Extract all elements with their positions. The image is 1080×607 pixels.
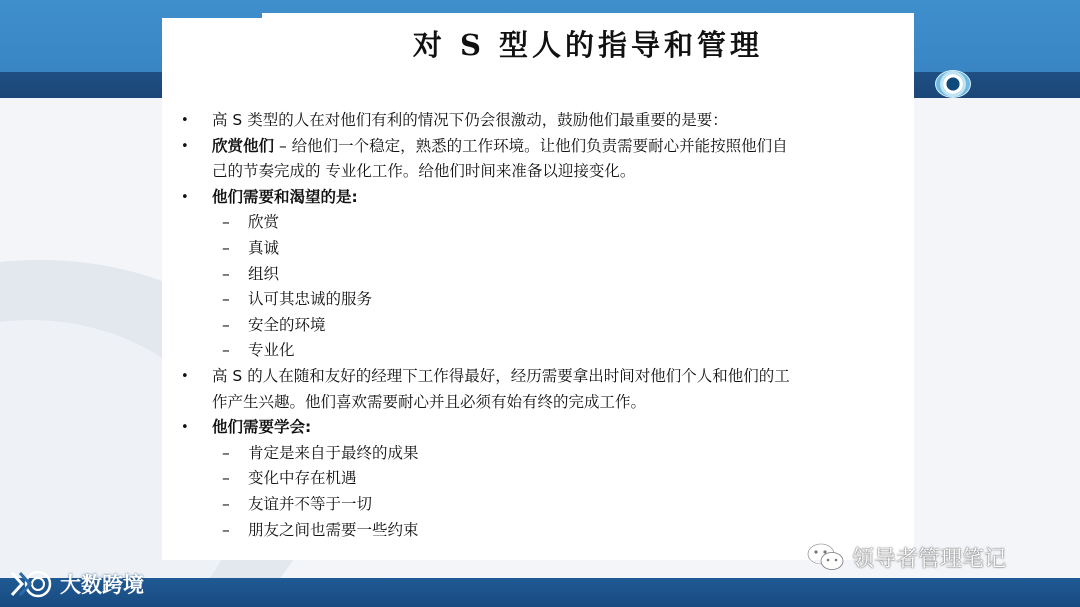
- sub-item-text: 变化中存在机遇: [248, 469, 357, 488]
- sub-item: [162, 313, 914, 339]
- bullet-item: [162, 108, 914, 134]
- slide-title: 对 S 型人的指导和管理: [412, 27, 764, 62]
- sub-item-text: 友谊并不等于一切: [248, 494, 373, 513]
- sub-item: [162, 492, 914, 518]
- dash-marker: –: [222, 443, 230, 462]
- wechat-icon: [806, 542, 846, 572]
- sub-item: [162, 441, 914, 467]
- sub-item: [162, 262, 914, 288]
- dash-marker: –: [222, 469, 230, 488]
- corner-logo-icon: [935, 70, 971, 98]
- bullet-item: [162, 134, 914, 160]
- bullet-continuation: [162, 390, 914, 416]
- bullet-text: 高 S 的人在随和友好的经理下工作得最好，经历需要拿出时间对他们个人和他们的工: [212, 366, 790, 385]
- bullet-marker: •: [181, 420, 189, 436]
- sub-item: [162, 518, 914, 544]
- dash-marker: –: [222, 213, 230, 232]
- watermark-text: 领导者管理笔记: [852, 546, 1007, 572]
- bullet-bold-text: 欣赏他们: [212, 136, 275, 155]
- sub-item: [162, 466, 914, 492]
- bullet-item: [162, 185, 914, 211]
- dash-marker: –: [222, 264, 230, 283]
- sub-item-text: 朋友之间也需要一些约束: [248, 520, 419, 539]
- sub-item-text: 肯定是来自于最终的成果: [248, 443, 419, 462]
- content-list: [162, 108, 914, 543]
- sub-item-text: 专业化: [248, 341, 295, 360]
- brand: [8, 566, 144, 602]
- bullet-marker: •: [181, 138, 189, 154]
- bullet-continuation: [162, 159, 914, 185]
- dash-marker: –: [222, 315, 230, 334]
- sub-item: [162, 236, 914, 262]
- content-panel: [162, 18, 914, 560]
- dash-marker: –: [222, 238, 230, 257]
- title-box: [262, 13, 914, 73]
- bullet-marker: •: [181, 189, 189, 205]
- bullet-item: [162, 415, 914, 441]
- bullet-text: 高 S 类型的人在对他们有利的情况下仍会很激动，鼓励他们最重要的是要：: [212, 111, 728, 129]
- sub-item: [162, 287, 914, 313]
- dash-marker: –: [222, 494, 230, 513]
- sub-item: [162, 210, 914, 236]
- sub-item-text: 真诚: [248, 238, 280, 257]
- bullet-item: [162, 364, 914, 390]
- bullet-text: – 给他们一个稳定，熟悉的工作环境。让他们负责需要耐心并能按照他们自: [274, 136, 788, 155]
- bullet-bold-text: 他们需要学会:: [212, 418, 312, 437]
- brand-logo-icon: [8, 569, 54, 599]
- bottom-band: [0, 578, 1080, 607]
- bullet-marker: •: [181, 368, 189, 384]
- bullet-marker: •: [181, 113, 189, 128]
- continuation-text: 己的节奏完成的 专业化工作。给他们时间来准备以迎接变化。: [212, 162, 636, 181]
- dash-marker: –: [222, 520, 230, 539]
- bullet-bold-text: 他们需要和渴望的是:: [212, 187, 358, 206]
- brand-text: 大数跨境: [60, 573, 144, 597]
- watermark: [806, 540, 1006, 574]
- sub-item: [162, 338, 914, 364]
- continuation-text: 作产生兴趣。他们喜欢需要耐心并且必须有始有终的完成工作。: [212, 392, 647, 411]
- sub-item-text: 组织: [248, 264, 280, 283]
- dash-marker: –: [222, 341, 230, 360]
- sub-item-text: 认可其忠诚的服务: [248, 290, 373, 309]
- sub-item-text: 欣赏: [248, 213, 280, 232]
- sub-item-text: 安全的环境: [248, 315, 326, 334]
- dash-marker: –: [222, 290, 230, 309]
